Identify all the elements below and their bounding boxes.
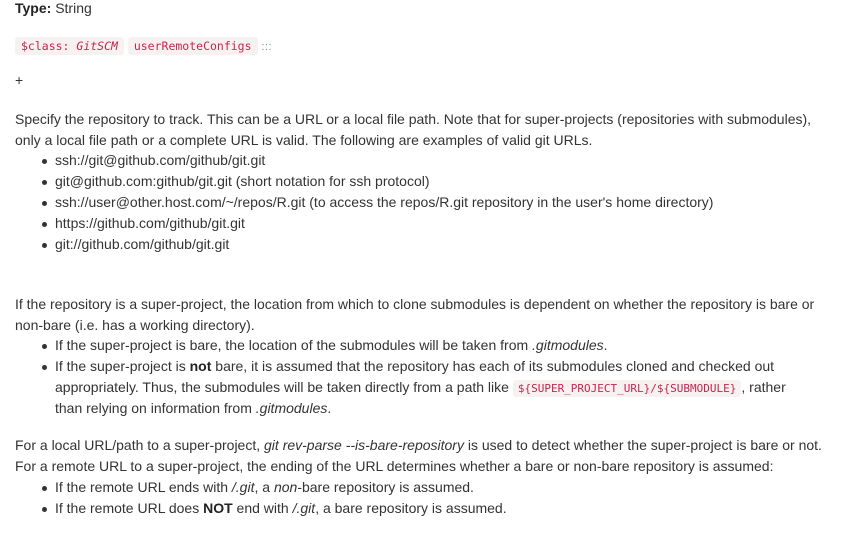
type-line <box>15 0 92 16</box>
remote-bullet-ends-with: If the remote URL ends with /.git, a non-bare repository is assumed. <box>55 479 474 495</box>
url-example: ssh://git@github.com/github/git.git <box>55 152 266 168</box>
bullet-icon <box>42 486 47 491</box>
super-bullet-not-bare-line2: appropriately. Thus, the submodules will be taken directly from a path like ${SUPER_PROJECT_URL}/${SUBMODULE} , rather <box>55 379 786 395</box>
plus-sign: + <box>15 72 24 88</box>
bullet-icon <box>42 507 47 512</box>
para3-line1: For a local URL/path to a super-project, git rev-parse --is-bare-repository is used to detect whether the super-project is bare or not. <box>15 437 822 453</box>
bullet-icon <box>42 180 47 185</box>
type-value: String <box>55 0 92 16</box>
url-example: git://github.com/github/git.git <box>55 236 230 252</box>
para1-line1: Specify the repository to track. This can be a URL or a local file path. Note that for super-projects (repositories with submodules), <box>15 111 812 127</box>
path-code: ${SUPER_PROJECT_URL}/${SUBMODULE} <box>513 380 742 397</box>
ellipsis-icon: ::: <box>261 41 273 53</box>
bullet-icon <box>42 201 47 206</box>
para3-line2: For a remote URL to a super-project, the ending of the URL determines whether a bare or non-bare repository is assumed: <box>15 458 774 474</box>
url-example: git@github.com:github/git.git (short notation for ssh protocol) <box>55 173 430 189</box>
class-tag: $class: GitSCM <box>15 37 124 55</box>
para2-line2: non-bare (i.e. has a working directory). <box>15 317 255 333</box>
bullet-icon <box>42 365 47 370</box>
super-bullet-bare: If the super-project is bare, the location of the submodules will be taken from .gitmodules. <box>55 337 608 353</box>
bullet-icon <box>42 159 47 164</box>
super-bullet-not-bare: If the super-project is not bare, it is assumed that the repository has each of its submodules cloned and checked out <box>55 358 775 374</box>
bullet-icon <box>42 222 47 227</box>
para2-line1: If the repository is a super-project, the location from which to clone submodules is dependent on whether the repository is bare or <box>15 296 815 312</box>
bullet-icon <box>42 344 47 349</box>
para1-line2: only a local file path or a complete URL is valid. The following are examples of valid git URLs. <box>15 132 593 148</box>
remote-bullet-not-ends-with: If the remote URL does NOT end with /.git, a bare repository is assumed. <box>55 500 507 516</box>
super-bullet-not-bare-line3: than relying on information from .gitmodules. <box>55 400 332 416</box>
url-example: https://github.com/github/git.git <box>55 215 245 231</box>
type-label: Type: <box>15 0 52 16</box>
class-tags <box>15 37 272 53</box>
field-tag: userRemoteConfigs <box>128 37 258 55</box>
url-example: ssh://user@other.host.com/~/repos/R.git (to access the repos/R.git repository in the user's home directory) <box>55 194 714 210</box>
bullet-icon <box>42 243 47 248</box>
